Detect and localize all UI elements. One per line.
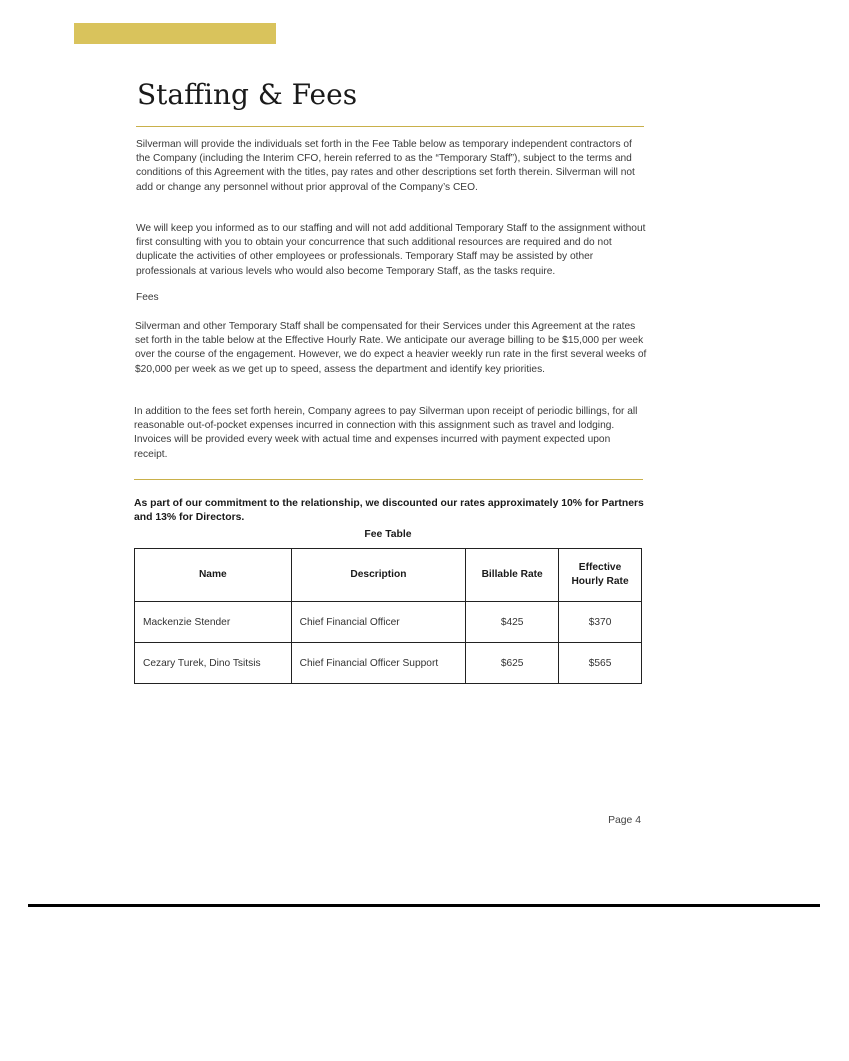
header-accent-bar — [74, 23, 276, 44]
cell-billable-rate: $625 — [466, 643, 559, 684]
cell-description: Chief Financial Officer — [291, 602, 466, 643]
commitment-statement: As part of our commitment to the relationship, we discounted our rates approximately 10% for Partners and 13% for Directors. — [134, 498, 644, 523]
title-divider — [136, 126, 644, 127]
cell-effective-hourly-rate: $370 — [559, 602, 642, 643]
page-number: Page 4 — [608, 815, 641, 826]
cell-name: Cezary Turek, Dino Tsitsis — [135, 643, 292, 684]
table-row — [135, 602, 642, 643]
header-billable-rate: Billable Rate — [466, 549, 559, 602]
paragraph-fees-compensation: Silverman and other Temporary Staff shall be compensated for their Services under this Agreement at the rates set forth in the table below at the Effective Hourly Rate. We anticipate our average billing to be $15,000 per week over the course of the engagement. However, we do expect a heavier weekly run rate in the first several weeks of $20,000 per week as we get up to speed, assess the department and identify key priorities. — [135, 321, 647, 375]
fee-table-title: Fee Table — [364, 529, 412, 540]
cell-description: Chief Financial Officer Support — [291, 643, 466, 684]
cell-name: Mackenzie Stender — [135, 602, 292, 643]
page-title: Staffing & Fees — [137, 78, 358, 111]
fee-table — [134, 548, 642, 684]
fee-table-header-row — [135, 549, 642, 602]
cell-effective-hourly-rate: $565 — [559, 643, 642, 684]
page-bottom-rule — [28, 904, 820, 907]
section-divider — [134, 479, 643, 480]
header-name: Name — [135, 549, 292, 602]
fees-label: Fees — [136, 292, 159, 303]
paragraph-fees-expenses: In addition to the fees set forth herein, Company agrees to pay Silverman upon receipt of periodic billings, for all reasonable out-of-pocket expenses incurred in connection with this assignment such as travel and lodging. Invoices will be provided every week with actual time and expenses incurred with payment expected upon receipt. — [134, 406, 638, 460]
header-effective-hourly-rate: Effective Hourly Rate — [559, 549, 642, 602]
table-row — [135, 643, 642, 684]
paragraph-staffing-intro: Silverman will provide the individuals set forth in the Fee Table below as temporary independent contractors of the Company (including the Interim CFO, herein referred to as the “Temporary Staff”), subject to the terms and conditions of this Agreement with the titles, pay rates and other descriptions set forth therein. Silverman will not add or change any personnel without prior approval of the Company’s CEO. — [136, 139, 635, 193]
paragraph-staffing-updates: We will keep you informed as to our staffing and will not add additional Temporary Staff to the assignment without first consulting with you to obtain your concurrence that such additional resources are required and do not duplicate the activities of other employees or professionals. Temporary Staff may be assisted by other professionals at various levels who would also become Temporary Staff, as the tasks require. — [136, 223, 646, 277]
cell-billable-rate: $425 — [466, 602, 559, 643]
header-description: Description — [291, 549, 466, 602]
